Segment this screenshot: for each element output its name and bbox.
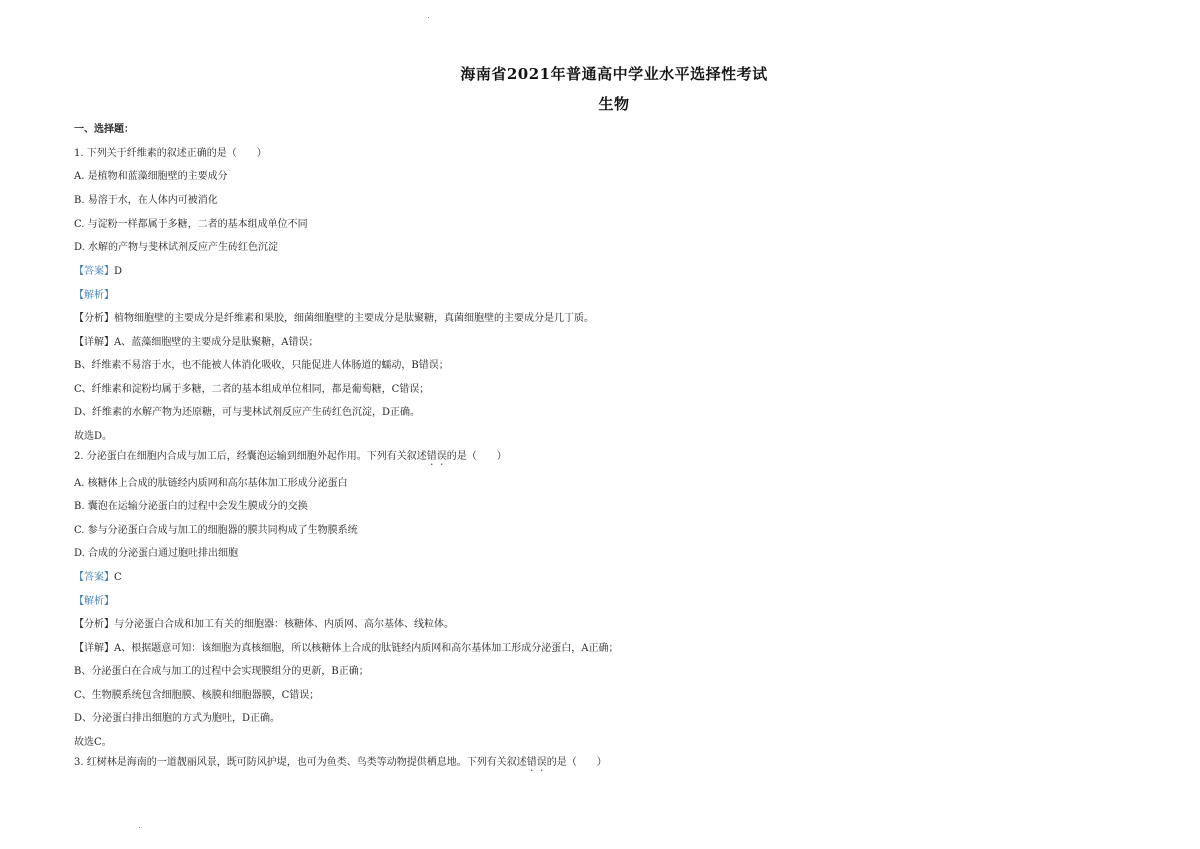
q2-detail-d: D、分泌蛋白排出细胞的方式为胞吐，D正确。	[74, 713, 281, 724]
q1-option-a: A. 是植物和蓝藻细胞壁的主要成分	[74, 171, 228, 182]
q3-stem-emphasis: 错误	[526, 757, 547, 768]
answer-value: D	[114, 266, 123, 277]
q2-analysis-tag: 【解析】	[74, 596, 114, 607]
q1-option-d: D. 水解的产物与斐林试剂反应产生砖红色沉淀	[74, 242, 279, 253]
q2-stem-text: 2. 分泌蛋白在细胞内合成与加工后，经囊泡运输到细胞外起作用。下列有关叙述	[74, 451, 427, 462]
q3-stem-end: 的是（ ）	[546, 757, 607, 768]
q2-stem	[74, 451, 507, 468]
q2-option-d: D. 合成的分泌蛋白通过胞吐排出细胞	[74, 548, 239, 559]
q2-fenxi	[74, 619, 454, 631]
answer-value: C	[114, 572, 122, 583]
q3-stem-text: 3. 红树林是海南的一道靓丽风景，既可防风护堤，也可为鱼类、鸟类等动物提供栖息地。下列有关叙述	[74, 757, 527, 768]
q2-option-a: A. 核糖体上合成的肽链经内质网和高尔基体加工形成分泌蛋白	[74, 478, 348, 489]
q3-stem	[74, 757, 607, 774]
q2-conclusion: 故选C。	[74, 737, 112, 748]
q1-detail-c: C、纤维素和淀粉均属于多糖，二者的基本组成单位相同，都是葡萄糖，C错误；	[74, 384, 430, 395]
q1-detail-b: B、纤维素不易溶于水，也不能被人体消化吸收，只能促进人体肠道的蠕动，B错误；	[74, 360, 449, 371]
exam-subject: 生物	[598, 95, 630, 113]
page-dot-bottom	[139, 827, 140, 828]
detail-tag: 【详解】	[74, 643, 114, 654]
q1-conclusion: 故选D。	[74, 431, 113, 442]
q1-fenxi	[74, 313, 594, 325]
fenxi-tag: 【分析】	[74, 313, 114, 324]
section-heading: 一、选择题：	[74, 124, 134, 135]
q1-stem: 1. 下列关于纤维素的叙述正确的是（ ）	[74, 148, 267, 159]
q1-option-c: C. 与淀粉一样都属于多糖，二者的基本组成单位不同	[74, 219, 308, 230]
q2-option-c: C. 参与分泌蛋白合成与加工的细胞器的膜共同构成了生物膜系统	[74, 525, 358, 536]
page-dot-top	[428, 17, 429, 18]
answer-tag: 【答案】	[74, 572, 114, 583]
q1-answer	[74, 266, 122, 278]
exam-title: 海南省2021年普通高中学业水平选择性考试	[460, 65, 768, 83]
fenxi-tag: 【分析】	[74, 619, 114, 630]
fenxi-text: 植物细胞壁的主要成分是纤维素和果胶，细菌细胞壁的主要成分是肽聚糖，真菌细胞壁的主要成分是几丁质。	[114, 313, 594, 324]
q2-detail-a	[74, 643, 618, 655]
q2-detail-b: B、分泌蛋白在合成与加工的过程中会实现膜组分的更新，B正确；	[74, 666, 369, 677]
q1-option-b: B. 易溶于水，在人体内可被消化	[74, 195, 218, 206]
detail-tag: 【详解】	[74, 337, 114, 348]
fenxi-text: 与分泌蛋白合成和加工有关的细胞器：核糖体、内质网、高尔基体、线粒体。	[114, 619, 454, 630]
q1-detail-a	[74, 337, 318, 349]
q2-stem-emphasis: 错误	[426, 451, 447, 462]
q2-stem-end: 的是（ ）	[446, 451, 507, 462]
q1-analysis-tag: 【解析】	[74, 290, 114, 301]
q2-detail-c: C、生物膜系统包含细胞膜、核膜和细胞器膜，C错误；	[74, 690, 320, 701]
detail-text: A、蓝藻细胞壁的主要成分是肽聚糖，A错误；	[114, 337, 319, 348]
answer-tag: 【答案】	[74, 266, 114, 277]
detail-text: A、根据题意可知：该细胞为真核细胞，所以核糖体上合成的肽链经内质网和高尔基体加工形成分泌蛋白，A正确；	[114, 643, 619, 654]
q2-option-b: B. 囊泡在运输分泌蛋白的过程中会发生膜成分的交换	[74, 501, 308, 512]
q2-answer	[74, 572, 122, 584]
q1-detail-d: D、纤维素的水解产物为还原糖，可与斐林试剂反应产生砖红色沉淀，D正确。	[74, 407, 421, 418]
